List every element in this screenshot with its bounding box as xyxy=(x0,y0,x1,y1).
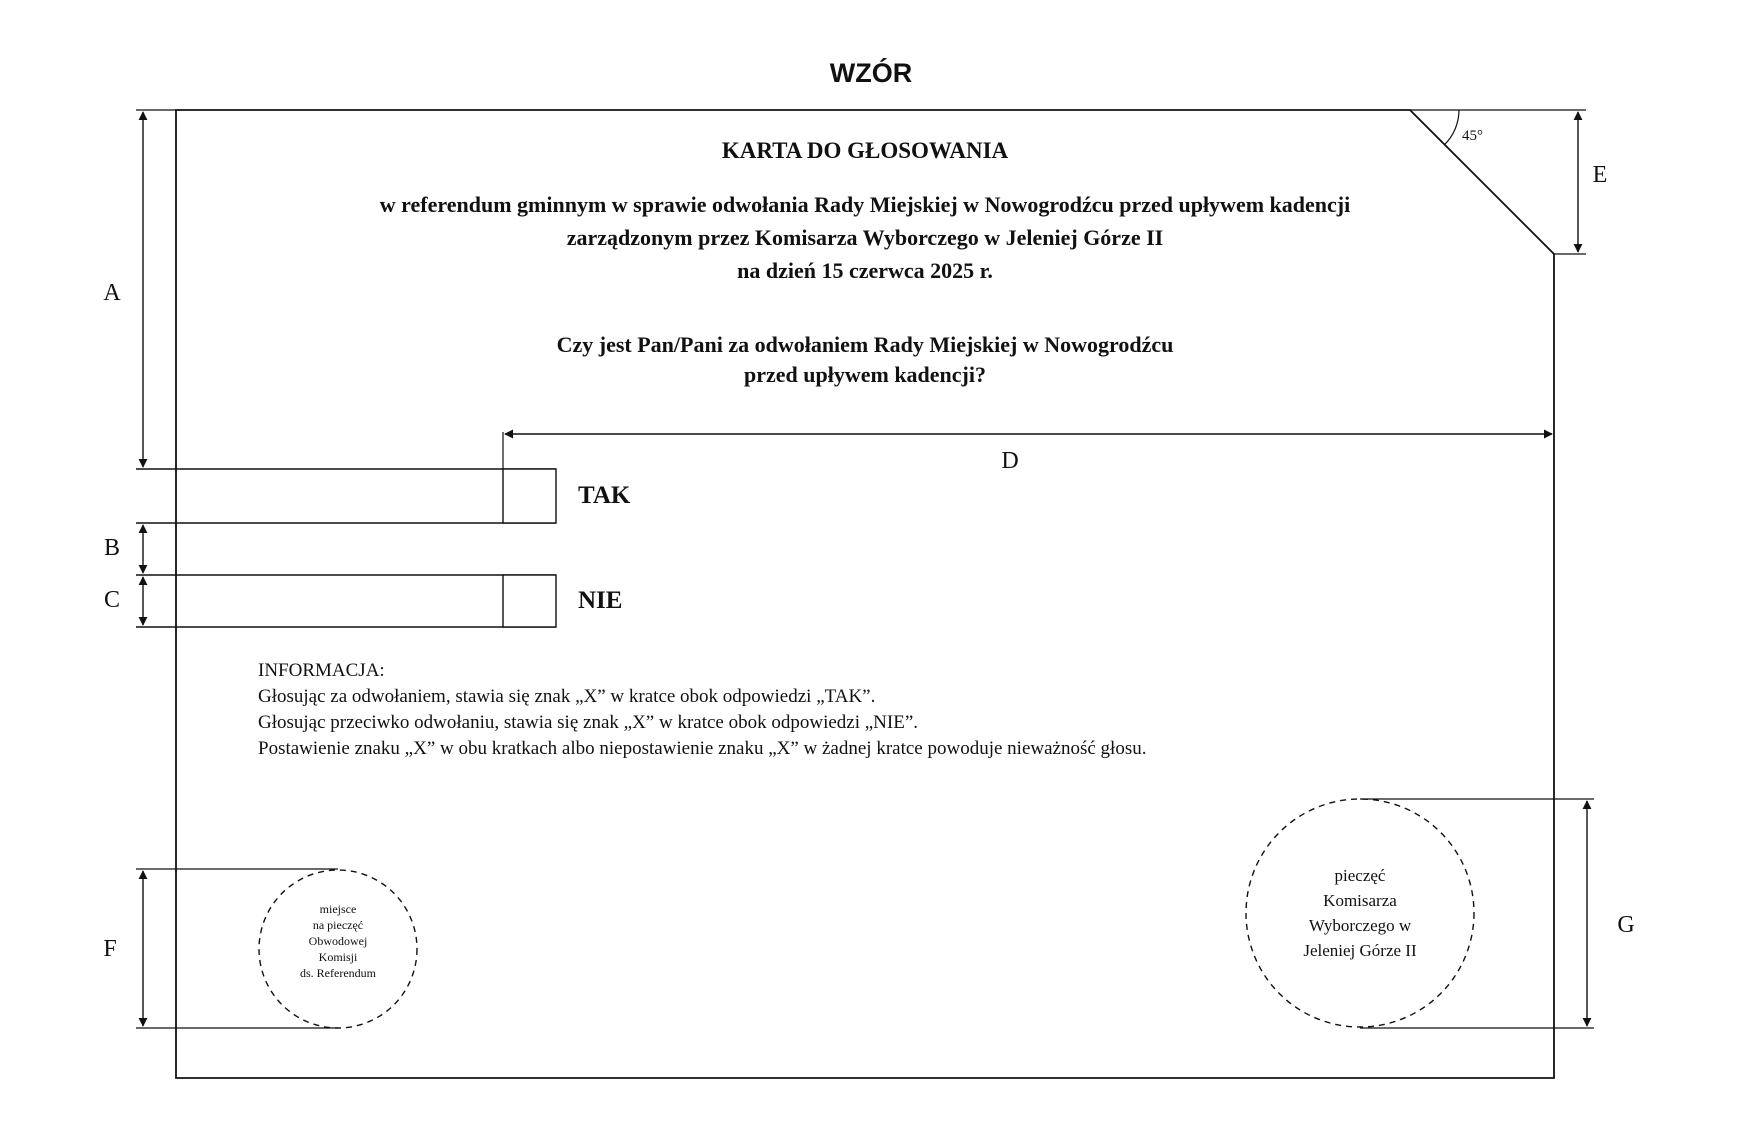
dimension-d-label: D xyxy=(1001,448,1019,474)
info-line-1: Głosując za odwołaniem, stawia się znak „X” w kratce obok odpowiedzi „TAK”. xyxy=(258,686,876,707)
question-line-1: Czy jest Pan/Pani za odwołaniem Rady Miejskiej w Nowogrodźcu xyxy=(556,332,1174,357)
subtitle-line-1: w referendum gminnym w sprawie odwołania Rady Miejskiej w Nowogrodźcu przed upływem kadencji xyxy=(379,192,1351,217)
watermark-title: WZÓR xyxy=(829,58,913,88)
subtitle-line-3: na dzień 15 czerwca 2025 r. xyxy=(737,258,993,283)
dimension-a-label: A xyxy=(103,280,121,306)
question-line-2: przed upływem kadencji? xyxy=(744,362,986,387)
stamp-right-line-3: Wyborczego w xyxy=(1308,916,1412,935)
tak-checkbox[interactable] xyxy=(503,469,556,523)
dimension-e-label: E xyxy=(1592,162,1608,188)
angle-arc xyxy=(1445,110,1459,145)
dimension-b-label: B xyxy=(103,535,121,561)
stamp-left-line-4: Komisji xyxy=(318,950,358,964)
tak-label: TAK xyxy=(578,482,631,509)
stamp-right-line-1: pieczęć xyxy=(1334,866,1386,885)
stamp-right-line-2: Komisarza xyxy=(1323,891,1397,910)
stamp-left-line-3: Obwodowej xyxy=(308,934,368,948)
stamp-right-circle xyxy=(1246,799,1474,1027)
stamp-left-circle xyxy=(259,870,417,1028)
nie-label: NIE xyxy=(578,587,623,614)
stamp-left-line-5: ds. Referendum xyxy=(300,966,376,980)
info-line-3: Postawienie znaku „X” w obu kratkach albo niepostawienie znaku „X” w żadnej kratce powoduje nieważność głosu. xyxy=(258,738,1147,759)
stamp-right-line-4: Jeleniej Górze II xyxy=(1303,941,1417,960)
dimension-f-label: F xyxy=(103,936,117,962)
angle-label: 45° xyxy=(1462,128,1483,144)
stamp-left-line-2: na pieczęć xyxy=(312,918,364,932)
dimension-g-label: G xyxy=(1617,912,1635,938)
dimension-c-label: C xyxy=(103,587,121,613)
stamp-left-line-1: miejsce xyxy=(319,902,357,916)
nie-checkbox[interactable] xyxy=(503,575,556,627)
info-line-2: Głosując przeciwko odwołaniu, stawia się znak „X” w kratce obok odpowiedzi „NIE”. xyxy=(258,712,919,733)
info-heading: INFORMACJA: xyxy=(258,660,385,681)
ballot-title: KARTA DO GŁOSOWANIA xyxy=(721,138,1009,163)
subtitle-line-2: zarządzonym przez Komisarza Wyborczego w Jeleniej Górze II xyxy=(566,225,1164,250)
